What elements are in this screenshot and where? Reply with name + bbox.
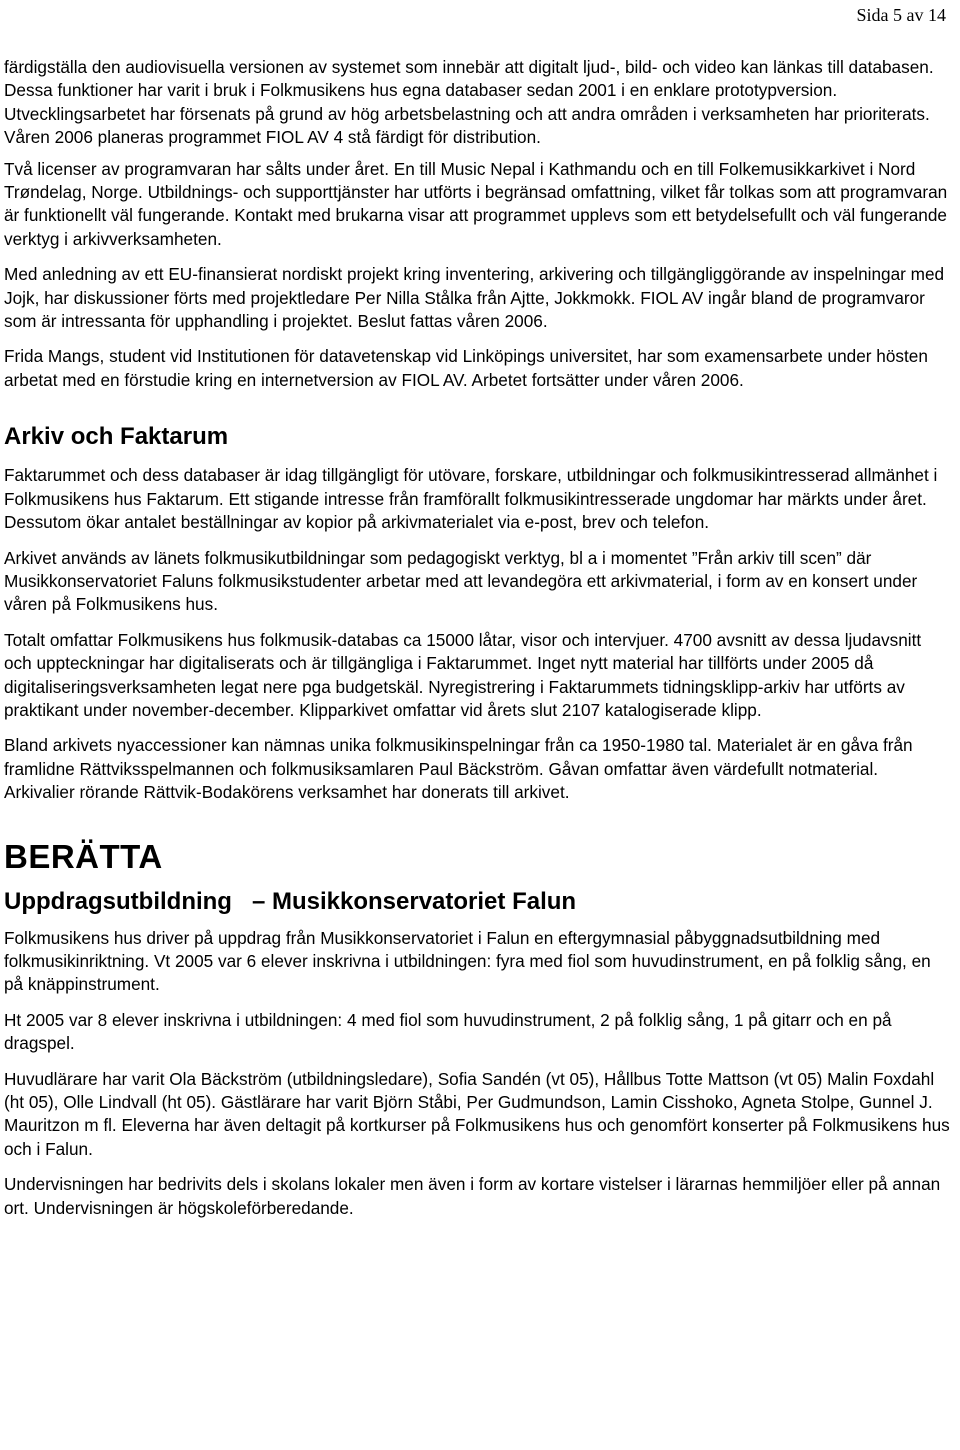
document-body (4, 56, 950, 1232)
paragraph: Arkivet används av länets folkmusikutbildningar som pedagogiskt verktyg, bl a i momentet ”Från arkiv till scen” där Musikkonservatoriet Faluns folkmusikstudenter arbetar med att levandegöra ett arkivmaterial, i form av en konsert under våren på Folkmusikens hus. (4, 547, 918, 615)
section-heading-beratta: BERÄTTA (4, 837, 163, 875)
section-heading-arkiv: Arkiv och Faktarum (4, 423, 229, 451)
paragraph: Med anledning av ett EU-finansierat nordiskt projekt kring inventering, arkivering och tillgängliggörande av inspelningar med Jojk, har diskussioner förts med projektledare Per Nilla Stålka från Ajtte, Jokkmokk. FIOL AV ingår bland de programvaror som är intressanta för upphandling i projektet. Beslut fattas våren 2006. (4, 264, 945, 332)
paragraph: Huvudlärare har varit Ola Bäckström (utbildningsledare), Sofia Sandén (vt 05), Hållbus Totte Mattson (vt 05) Malin Foxdahl (ht 05), Olle Lindvall (ht 05). Gästlärare har varit Björn Ståbi, Per Gudmundson, Lamin Cisshoko, Agneta Stolpe, Gunnel J. Mauritzon m fl. Eleverna har även deltagit på kortkurser på Folkmusikens hus och genomfört konserter på Folkmusikens hus och i Falun. (4, 1068, 950, 1159)
page-number: Sida 5 av 14 (856, 5, 946, 25)
paragraph: Frida Mangs, student vid Institutionen för datavetenskap vid Linköpings universitet, har som examensarbete under hösten arbetat med en förstudie kring en internetversion av FIOL AV. Arbetet fortsätter under våren 2006. (4, 346, 928, 390)
paragraph: färdigställa den audiovisuella versionen av systemet som innebär att digitalt ljud-, bild- och video kan länkas till databasen. Dessa funktioner har varit i bruk i Folkmusikens hus egna databaser sedan 2001 i en enklare prototypversion. Utvecklingsarbetet har försenats på grund av hög arbetsbelastning och att andra områden i verksamheten har prioriterats. Våren 2006 planeras programmet FIOL AV 4 stå färdigt för distribution. (4, 57, 934, 148)
paragraph: Undervisningen har bedrivits dels i skolans lokaler men även i form av kortare vistelser i lärarnas hemmiljöer eller på annan ort. Undervisningen är högskoleförberedande. (4, 1174, 941, 1218)
paragraph: Ht 2005 var 8 elever inskrivna i utbildningen: 4 med fiol som huvudinstrument, 2 på folklig sång, 1 på gitarr och en på dragspel. (4, 1009, 892, 1054)
paragraph: Faktarummet och dess databaser är idag tillgängligt för utövare, forskare, utbildningar och folkmusikintresserad allmänhet i Folkmusikens hus Faktarum. Ett stigande intresse från framförallt folkmusikintresserade ungdomar har märkts under året. Dessutom ökar antalet beställningar av kopior på arkivmaterialet via e-post, brev och telefon. (4, 465, 938, 533)
paragraph: Folkmusikens hus driver på uppdrag från Musikkonservatoriet i Falun en eftergymnasial påbyggnadsutbildning med folkmusikinriktning. Vt 2005 var 6 elever inskrivna i utbildningen: fyra med fiol som huvudinstrument, en på folklig sång, en på knäppinstrument. (4, 927, 931, 995)
subsection-heading-uppdrag: Uppdragsutbildning – Musikkonservatoriet Falun (4, 887, 577, 915)
paragraph: Bland arkivets nyaccessioner kan nämnas unika folkmusikinspelningar från ca 1950-1980 tal. Materialet är en gåva från framlidne Rättviksspelmannen och folkmusiksamlaren Paul Bäckström. Gåvan omfattar även värdefullt notmaterial. Arkivalier rörande Rättvik-Bodakörens verksamhet har donerats till arkivet. (4, 735, 913, 803)
paragraph: Två licenser av programvaran har sålts under året. En till Music Nepal i Kathmandu och en till Folkemusikkarkivet i Nord Trøndelag, Norge. Utbildnings- och supporttjänster har utförts i begränsad omfattning, vilket får tolkas som att programvaran är funktionellt väl fungerande. Kontakt med brukarna visar att programmet upplevs som ett betydelsefullt och väl fungerande verktyg i arkivverksamheten. (4, 158, 948, 249)
paragraph: Totalt omfattar Folkmusikens hus folkmusik-databas ca 15000 låtar, visor och intervjuer. 4700 avsnitt av dessa ljudavsnitt och uppteckningar har digitaliserats och är tillgängliga i Faktarummet. Inget nytt material har tillförts under 2005 då digitaliseringsverksamheten legat nere pga budgetskäl. Nyregistrering i Faktarummets tidningsklipp-arkiv har utförts av praktikant under november-december. Klipparkivet omfattar vid årets slut 2107 katalogiserade klipp. (4, 629, 922, 720)
